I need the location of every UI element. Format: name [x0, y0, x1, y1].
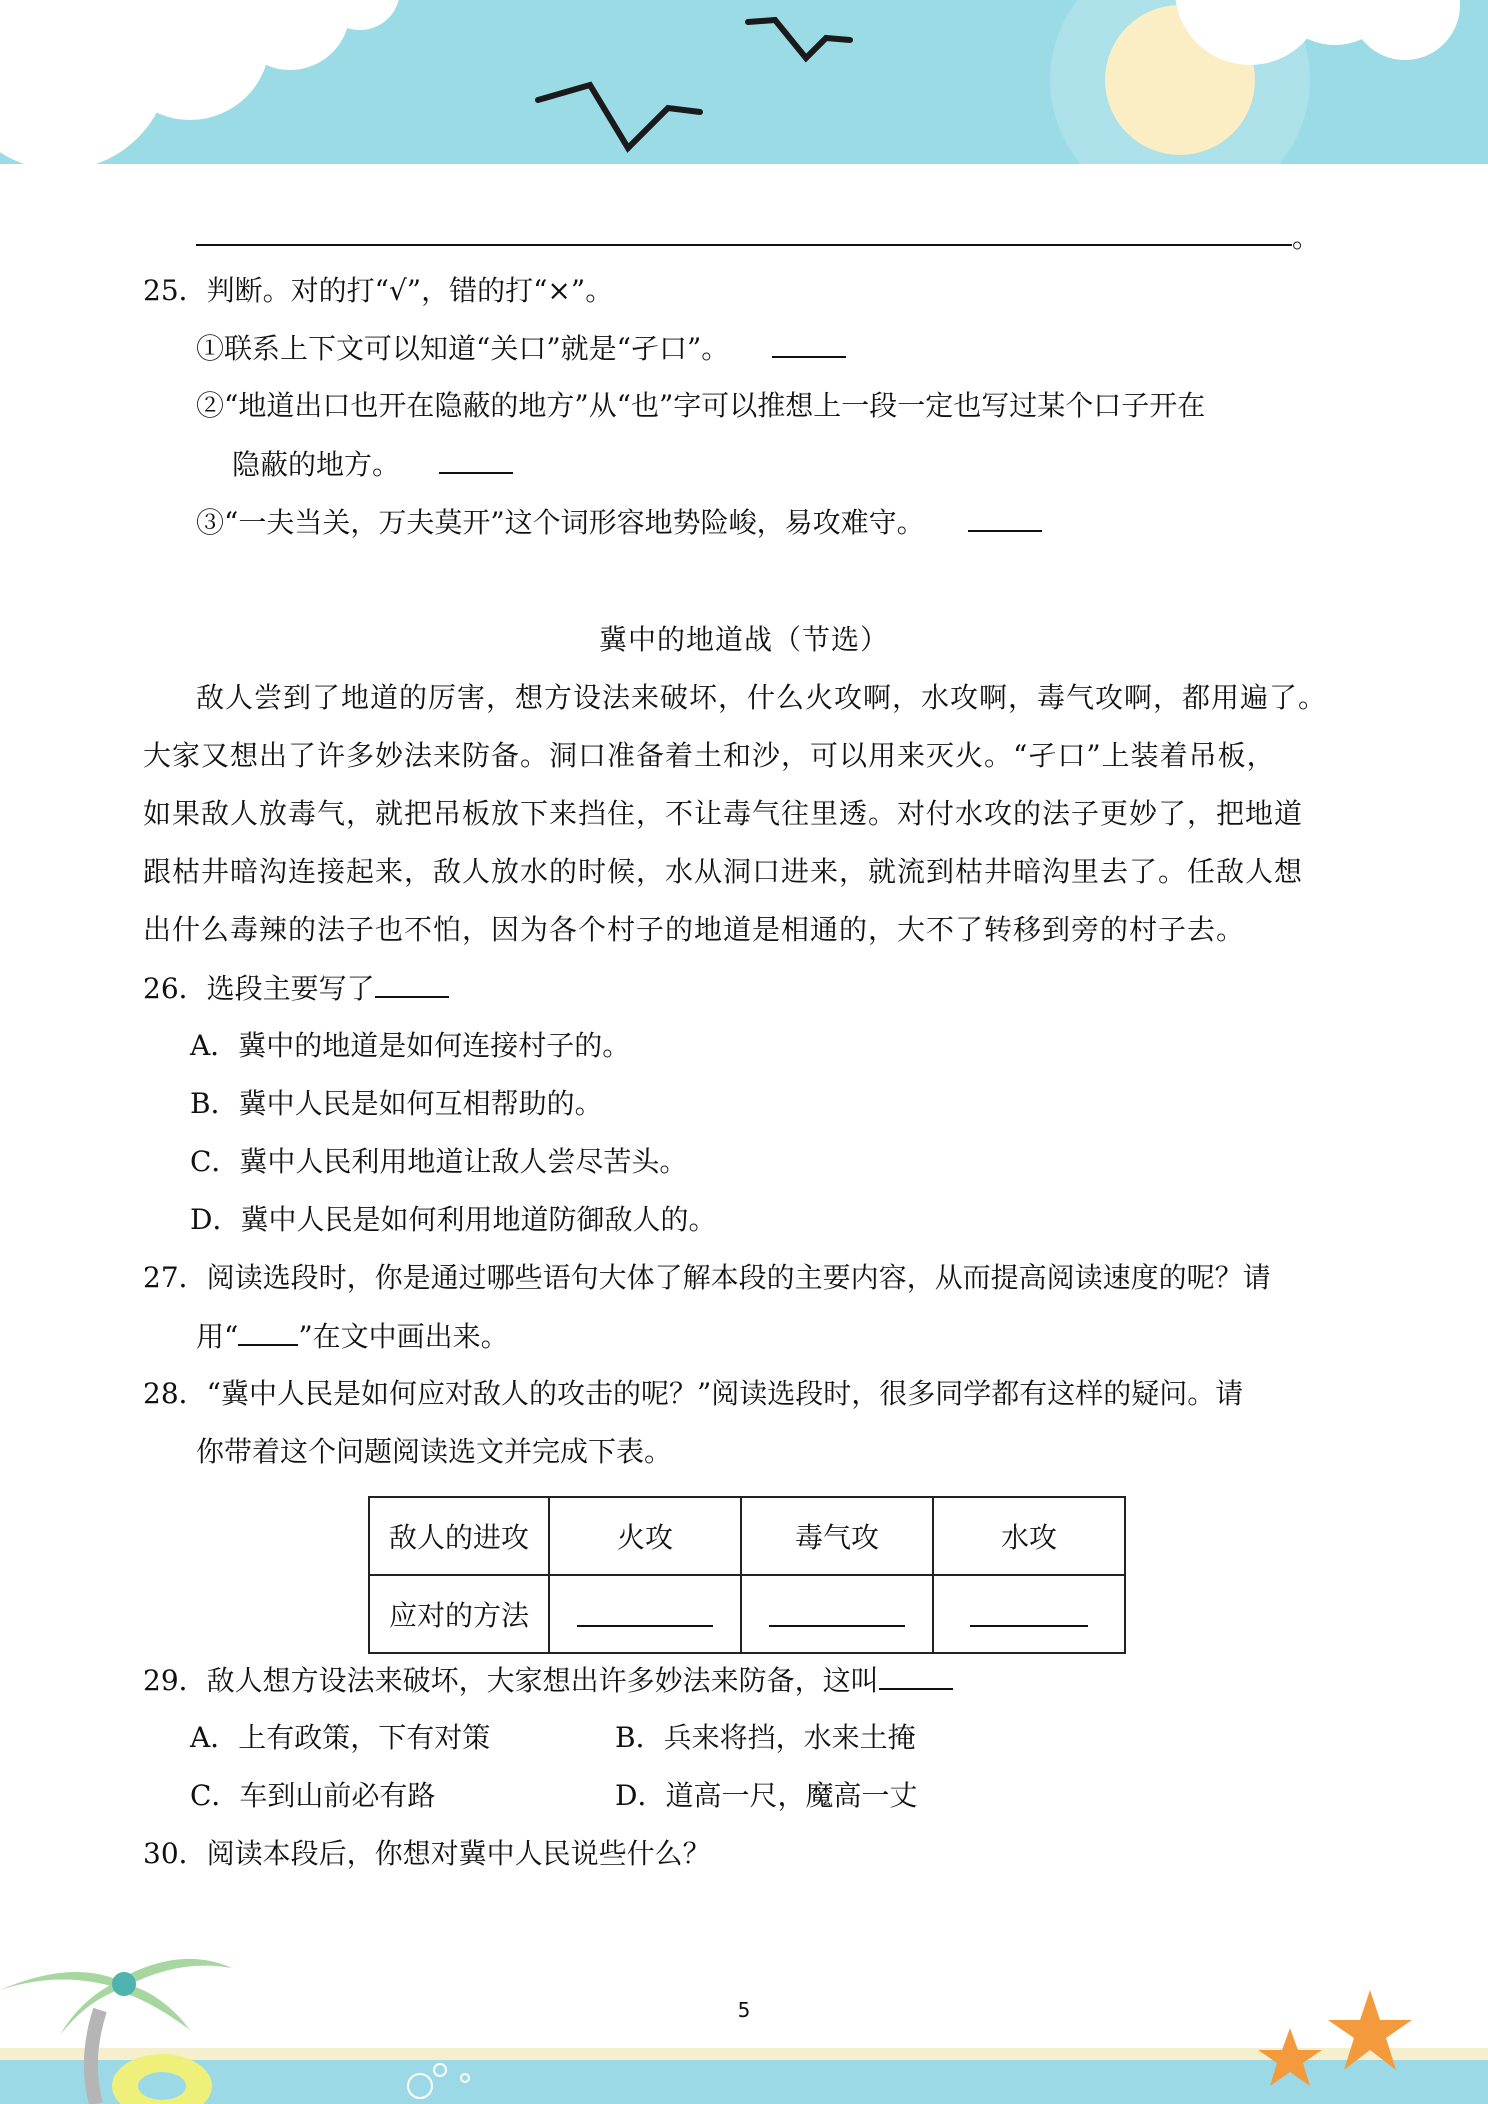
q25-stem: 25．判断。对的打“√”，错的打“×”。: [143, 274, 614, 307]
page-number: 5: [737, 1998, 751, 2022]
table-header-response: 应对的方法: [369, 1575, 549, 1653]
passage-line-5: 出什么毒辣的法子也不怕，因为各个村子的地道是相通的，大不了转移到旁的村子去。: [143, 913, 1246, 946]
passage-line-4: 跟枯井暗沟连接起来，敌人放水的时候，水从洞口进来，就流到枯井暗沟里去了。任敌人想: [143, 855, 1304, 888]
q27-pre: 用“: [196, 1320, 239, 1353]
q26-option-d[interactable]: D．冀中人民是如何利用地道防御敌人的。: [190, 1203, 717, 1236]
q29-option-d[interactable]: D．道高一尺，魔高一丈: [615, 1779, 918, 1812]
q26-option-c[interactable]: C．冀中人民利用地道让敌人尝尽苦头。: [190, 1145, 688, 1178]
q26-option-b[interactable]: B．冀中人民是如何互相帮助的。: [190, 1087, 603, 1120]
q28-line-1: 28．“冀中人民是如何应对敌人的攻击的呢？”阅读选段时，很多同学都有这样的疑问。请: [143, 1377, 1244, 1410]
q27-blank[interactable]: [238, 1316, 298, 1346]
attack-response-table: [368, 1496, 1126, 1654]
q27-line-2: [196, 1316, 509, 1357]
q25-item-2-cont: [232, 444, 513, 485]
q26-option-a[interactable]: A．冀中的地道是如何连接村子的。: [190, 1029, 631, 1062]
answer-line[interactable]: [196, 244, 1292, 246]
header-banner: [0, 0, 1488, 170]
q26-blank[interactable]: [375, 968, 449, 998]
q25-item-2-cont-text: 隐蔽的地方。: [232, 448, 401, 481]
answer-blank[interactable]: [769, 1595, 905, 1627]
answer-line-end: 。: [1292, 221, 1321, 254]
passage-line-1: 敌人尝到了地道的厉害，想方设法来破坏，什么火攻啊，水攻啊，毒气攻啊，都用遍了。: [196, 681, 1328, 714]
passage-title: 冀中的地道战（节选）: [598, 623, 889, 656]
q29-option-c[interactable]: C．车到山前必有路: [190, 1779, 436, 1812]
passage-line-3: 如果敌人放毒气，就把吊板放下来挡住，不让毒气往里透。对付水攻的法子更妙了，把地道: [143, 797, 1304, 830]
q29-stem: 29．敌人想方设法来破坏，大家想出许多妙法来防备，这叫: [143, 1664, 879, 1697]
q25-item-1-blank[interactable]: [772, 328, 846, 358]
q25-item-2: ②“地道出口也开在隐蔽的地方”从“也”字可以推想上一段一定也写过某个口子开在: [196, 389, 1206, 422]
q28-line-2: 你带着这个问题阅读选文并完成下表。: [196, 1435, 673, 1468]
q25-item-3: [196, 502, 1042, 543]
table-col-fire: 火攻: [549, 1497, 741, 1575]
table-row: [369, 1575, 1125, 1653]
passage-line-2: 大家又想出了许多妙法来防备。洞口准备着土和沙，可以用来灭火。“孑口”上装着吊板，: [143, 739, 1276, 772]
table-col-gas: 毒气攻: [741, 1497, 933, 1575]
q27-line-1: 27．阅读选段时，你是通过哪些语句大体了解本段的主要内容，从而提高阅读速度的呢？请: [143, 1261, 1271, 1294]
table-answer-water[interactable]: [933, 1575, 1125, 1653]
answer-blank[interactable]: [970, 1595, 1088, 1627]
table-col-water: 水攻: [933, 1497, 1125, 1575]
q25-item-3-blank[interactable]: [968, 502, 1042, 532]
q29-stem-row: [143, 1660, 953, 1701]
q25-item-1: [196, 328, 846, 369]
table-answer-fire[interactable]: [549, 1575, 741, 1653]
answer-blank[interactable]: [577, 1595, 713, 1627]
q25-item-3-text: ③“一夫当关，万夫莫开”这个词形容地势险峻，易攻难守。: [196, 506, 925, 539]
table-row: [369, 1497, 1125, 1575]
table-header-attack: 敌人的进攻: [369, 1497, 549, 1575]
q29-blank[interactable]: [879, 1660, 953, 1690]
q30-stem: 30．阅读本段后，你想对冀中人民说些什么？: [143, 1837, 711, 1870]
q29-option-b[interactable]: B．兵来将挡，水来土掩: [615, 1721, 916, 1754]
table-answer-gas[interactable]: [741, 1575, 933, 1653]
q26-stem-row: [143, 968, 449, 1009]
q27-post: ”在文中画出来。: [298, 1320, 509, 1353]
q25-item-2-blank[interactable]: [439, 444, 513, 474]
q29-option-a[interactable]: A．上有政策，下有对策: [190, 1721, 491, 1754]
q26-stem: 26．选段主要写了: [143, 972, 375, 1005]
q25-item-1-text: ①联系上下文可以知道“关口”就是“孑口”。: [196, 332, 730, 365]
